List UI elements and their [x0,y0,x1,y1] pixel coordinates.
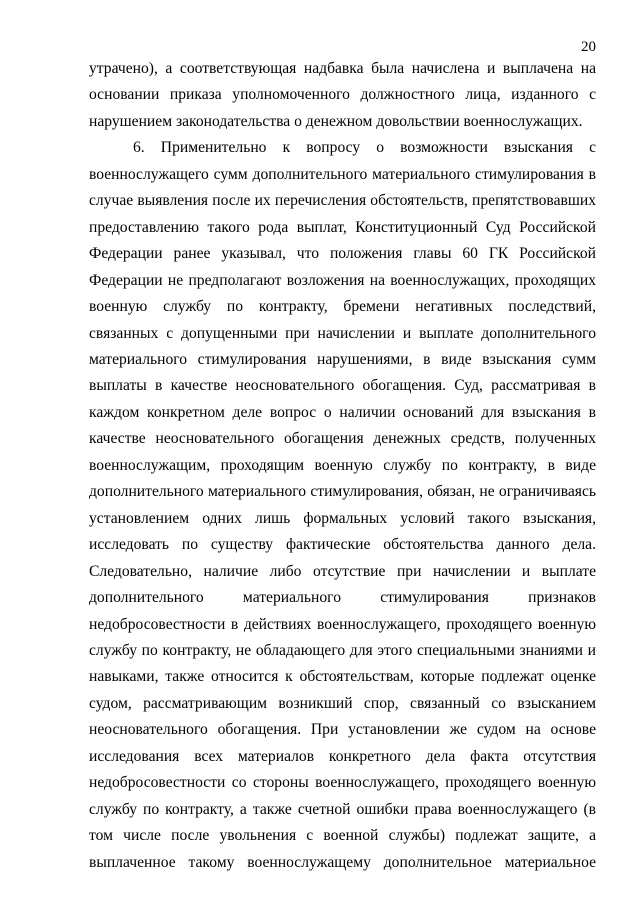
paragraph-6: 6. Применительно к вопросу о возможности взыскания с военнослужащего сумм дополнительного материального стимулирования в случае выявления после их перечисления обстоятельств, препятствовавших предоставлению такого рода выплат, Конституционный Суд Российской Федерации ранее указывал, что положения главы 60 ГК Российской Федерации не предполагают возложения на военнослужащих, проходящих военную службу по контракту, бремени негативных последствий, связанных с допущенными при начислении и выплате дополнительного материального стимулирования нарушениями, в виде взыскания сумм выплаты в качестве неосновательного обогащения. Суд, рассматривая в каждом конкретном деле вопрос о наличии оснований для взыскания в качестве неосновательного обогащения денежных средств, полученных военнослужащим, проходящим военную службу по контракту, в виде дополнительного материального стимулирования, обязан, не ограничиваясь установлением одних лишь формальных условий такого взыскания, исследовать по существу фактические обстоятельства данного дела. Следовательно, наличие либо отсутствие при начислении и выплате дополнительного материального стимулирования признаков недобросовестности в действиях военнослужащего, проходящего военную службу по контракту, не обладающего для этого специальными знаниями и навыками, также относится к обстоятельствам, которые подлежат оценке судом, рассматривающим возникший спор, связанный со взысканием неосновательного обогащения. При установлении же судом на основе исследования всех материалов конкретного дела факта отсутствия недобросовестности со стороны военнослужащего, проходящего военную службу по контракту, а также счетной ошибки права военнослужащего (в том числе после увольнения с военной службы) подлежат защите, а выплаченное такому военнослужащему дополнительное материальное [89,139,596,871]
page-number: 20 [581,39,596,55]
document-body [89,56,596,876]
paragraph-continuation: утрачено), а соответствующая надбавка была начислена и выплачена на основании приказа уполномоченного должностного лица, изданного с нарушением законодательства о денежном довольствии военнослужащих. [89,60,596,130]
